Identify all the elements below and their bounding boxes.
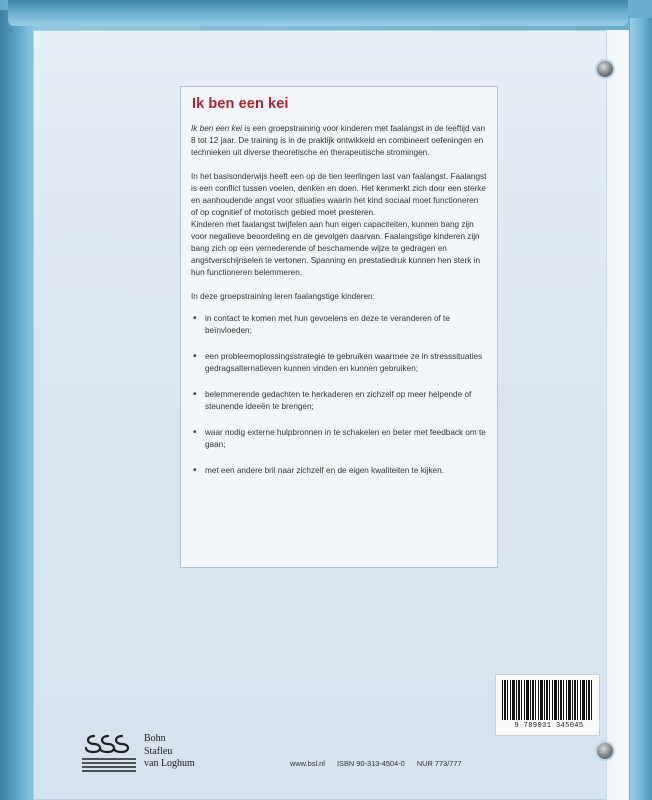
list-item: • in contact te komen met hun gevoelens en deze te veranderen of te beïnvloeden; [193,313,450,335]
list-intro: In deze groepstraining leren faalangstige kinderen: [191,292,375,301]
list-item: • belemmerende gedachten te herkaderen en zichzelf op meer helpende of steunende ideeën te brengen; [193,389,472,411]
footer-info [290,759,472,768]
binder-top-edge [8,0,628,26]
paragraph-faalangst: In het basisonderwijs heeft een op de tien leerlingen last van faalangst. Faalangst is een conflict tussen voelen, denken en doen. Het kenmerkt zich door een sterke en aanhoudende angst voor situaties waarin het kind sociaal moet functioneren of op cognitief of motorisch gebied moet presteren. [191,172,487,217]
list-item: • waar nodig externe hulpbronnen in te schakelen en beter met feedback om te gaan; [193,427,486,449]
rivet-bottom-icon [597,743,613,759]
intro-text: is een groepstraining voor kinderen met faalangst in de leeftijd van 8 tot 12 jaar. De training is in de praktijk ontwikkeld en combineert oefeningen en technieken uit diverse theoretische en therapeutische stromingen. [191,124,486,157]
intro-title-italic: Ik ben een kei [191,124,242,133]
rivet-top-icon [597,61,613,77]
isbn-text: ISBN 90-313-4504-0 [336,759,405,768]
barcode-number: 9 789031 345045 [514,722,584,730]
goals-list [191,313,487,477]
bullet-icon: • [193,427,197,438]
book-title: Ik ben een kei [192,96,289,112]
intro-paragraph [191,123,487,159]
sheet-edge-strip [606,30,629,800]
bullet-icon: • [193,389,197,400]
description-panel [180,86,498,568]
barcode-icon [502,680,594,720]
list-item: • een probleemoplossingsstrategie te gebruiken waarmee ze in stresssituaties gedragsalternatieven kunnen vinden en kunnen gebruiken; [193,351,483,373]
paragraph-kinderen: Kinderen met faalangst twijfelen aan hun eigen capaciteiten, kunnen bang zijn voor negatieve beoordeling en de gevolgen daarvan. Faalangstige kinderen zijn bang zich op een vernederende of beschamende wijze te gedragen en angstverschijnselen te vertonen. Spanning en prestatiedruk kunnen hen sterk in hun functioneren belemmeren. [191,220,481,277]
bullet-icon: • [193,313,197,324]
binder-right-edge [630,18,652,800]
nur-text: NUR 773/777 [416,759,462,768]
binder-spine-edge [0,10,30,800]
list-item: • met een andere bril naar zichzelf en de eigen kwaliteiten te kijken. [193,465,444,476]
isbn-barcode [495,674,600,736]
publisher-name: Bohn Stafleu van Loghum [144,733,195,769]
publisher-logo-icon [80,728,140,776]
website-text: www.bsl.nl [290,759,325,768]
bullet-icon: • [193,351,197,362]
bullet-icon: • [193,465,197,476]
